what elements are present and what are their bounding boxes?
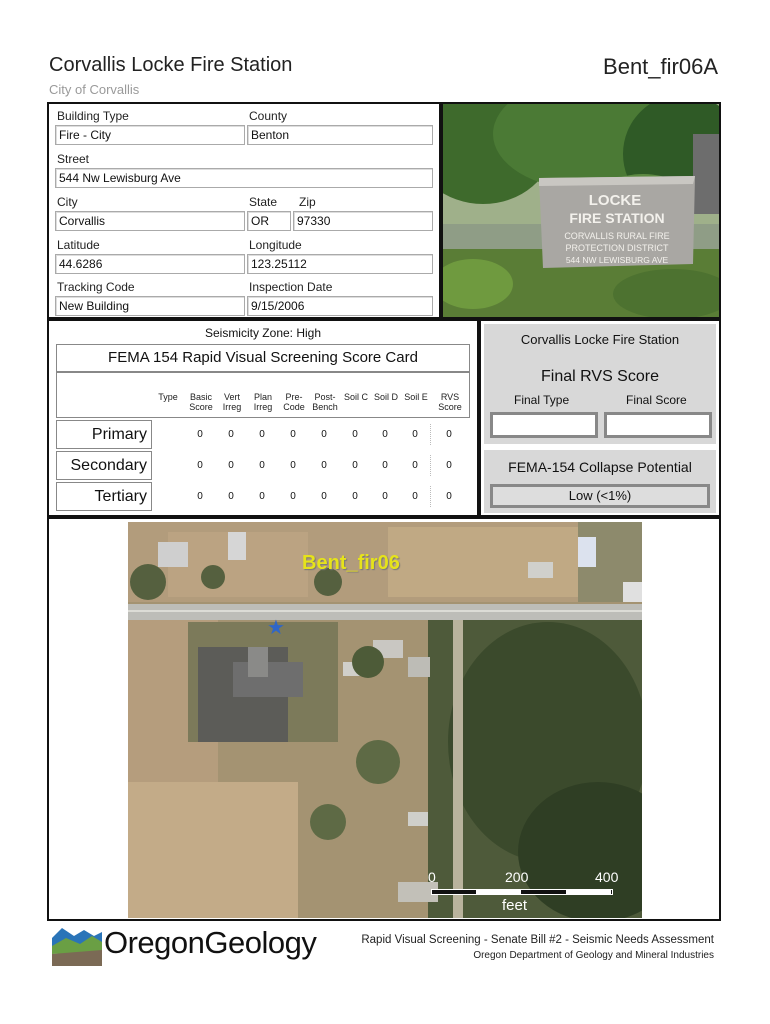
score-cell: 0	[446, 460, 452, 471]
footer-agency-text: Oregon Department of Geology and Mineral Industries	[473, 950, 714, 961]
score-cell: 0	[290, 491, 296, 502]
score-col-header-line1: Plan	[253, 392, 272, 402]
rvs-divider	[430, 424, 431, 445]
score-cell: 0	[197, 491, 203, 502]
score-col-header-line1: RVS	[440, 392, 460, 402]
score-cell: 0	[382, 491, 388, 502]
score-cell: 0	[290, 429, 296, 440]
county-label: County	[249, 109, 288, 123]
score-cell: 0	[197, 429, 203, 440]
sign-text-2: FIRE STATION	[569, 210, 665, 226]
sign-text-4: PROTECTION DISTRICT	[565, 243, 669, 253]
score-cell: 0	[228, 491, 234, 502]
state-field: OR	[247, 211, 291, 231]
score-col-header-line2: Score	[189, 402, 213, 412]
score-cell: 0	[412, 460, 418, 471]
score-cell: 0	[382, 460, 388, 471]
map-site-label: Bent_fir06	[302, 552, 400, 574]
oregon-geology-logo	[52, 924, 102, 966]
building-type-label: Building Type	[57, 109, 129, 123]
longitude-field: 123.25112	[247, 254, 433, 274]
collapse-potential-box	[484, 450, 716, 513]
score-col-header	[248, 392, 278, 412]
building-type-field: Fire - City	[55, 125, 245, 145]
score-cell: 0	[352, 460, 358, 471]
score-cell: 0	[412, 491, 418, 502]
score-cell: 0	[352, 491, 358, 502]
footer-program-text: Rapid Visual Screening - Senate Bill #2 - Seismic Needs Assessment	[361, 934, 714, 946]
final-rvs-panel	[479, 319, 721, 517]
score-col-header-line2: Code	[283, 402, 305, 412]
tracking-code-label: Tracking Code	[57, 280, 135, 294]
score-col-header-line2: Soil D	[373, 392, 398, 402]
score-col-header	[401, 392, 431, 402]
score-col-header	[154, 392, 182, 402]
seismicity-zone: Seismicity Zone: High	[204, 326, 322, 340]
oregon-geology-brand: OregonGeology	[104, 925, 317, 960]
location-star-icon: ★	[267, 617, 285, 639]
zip-label: Zip	[299, 195, 316, 209]
scale-unit: feet	[502, 897, 528, 914]
score-cell: 0	[197, 460, 203, 471]
score-col-header	[371, 392, 401, 402]
collapse-potential-value: Low (<1%)	[490, 484, 710, 508]
final-type-field	[490, 412, 598, 438]
score-col-header-line2: Soil E	[404, 392, 428, 402]
tracking-code-field: New Building	[55, 296, 245, 316]
scale-label-0: 0	[428, 869, 436, 885]
score-col-header-line2: Irreg	[222, 402, 242, 412]
score-col-header-line2: Type	[158, 392, 178, 402]
building-photo	[441, 102, 721, 319]
score-col-header	[186, 392, 216, 412]
collapse-potential-heading: FEMA-154 Collapse Potential	[508, 459, 692, 475]
score-col-header	[310, 392, 340, 412]
building-info-panel	[47, 102, 441, 319]
score-cell: 0	[321, 491, 327, 502]
score-row-label: Tertiary	[56, 482, 152, 511]
score-card-table	[56, 372, 470, 512]
sign-text-1: LOCKE	[588, 192, 642, 209]
score-card-panel	[47, 319, 479, 517]
sign-text-5: 544 NW LEWISBURG AVE	[565, 255, 669, 265]
street-field: 544 Nw Lewisburg Ave	[55, 168, 433, 188]
aerial-map	[128, 522, 642, 918]
zip-field: 97330	[293, 211, 433, 231]
score-cell: 0	[259, 491, 265, 502]
fire-station-sign-photo	[443, 104, 719, 317]
score-row-secondary	[56, 451, 470, 480]
city-label: City	[57, 195, 78, 209]
rvs-divider	[430, 486, 431, 507]
score-col-header	[435, 392, 465, 412]
score-col-header	[279, 392, 309, 412]
score-cell: 0	[321, 460, 327, 471]
final-rvs-box	[484, 324, 716, 444]
site-code: Bent_fir06A	[603, 54, 718, 79]
score-col-header-line1: Pre-	[285, 392, 303, 402]
score-col-header-line2: Irreg	[253, 402, 273, 412]
score-cell: 0	[412, 429, 418, 440]
score-cell: 0	[290, 460, 296, 471]
page-subtitle: City of Corvallis	[49, 82, 140, 97]
final-score-label: Final Score	[626, 393, 687, 407]
county-field: Benton	[247, 125, 433, 145]
station-name: Corvallis Locke Fire Station	[520, 332, 680, 347]
aerial-map-panel	[47, 517, 721, 921]
final-score-field	[604, 412, 712, 438]
state-label: State	[249, 195, 278, 209]
score-row-tertiary	[56, 482, 470, 511]
score-col-header-line2: Score	[438, 402, 462, 412]
scale-label-400: 400	[595, 869, 619, 885]
score-row-label: Secondary	[56, 451, 152, 480]
score-col-header-line1: Vert	[223, 392, 240, 402]
score-col-header-line1: Post-	[314, 392, 336, 402]
score-cell: 0	[321, 429, 327, 440]
rvs-divider	[430, 455, 431, 476]
score-cell: 0	[259, 429, 265, 440]
scale-label-200: 200	[505, 869, 529, 885]
street-label: Street	[57, 152, 90, 166]
latitude-label: Latitude	[57, 238, 100, 252]
final-type-label: Final Type	[514, 393, 570, 407]
page-title: Corvallis Locke Fire Station	[49, 54, 293, 76]
score-cell: 0	[228, 429, 234, 440]
score-row-label: Primary	[56, 420, 152, 449]
final-rvs-heading: Final RVS Score	[541, 368, 659, 385]
score-card-title: FEMA 154 Rapid Visual Screening Score Card	[56, 344, 470, 372]
sign-text-3: CORVALLIS RURAL FIRE	[564, 231, 670, 241]
longitude-label: Longitude	[249, 238, 302, 252]
score-col-header	[217, 392, 247, 412]
score-cell: 0	[259, 460, 265, 471]
scale-bar	[431, 889, 613, 895]
score-col-header-line2: Bench	[312, 402, 338, 412]
score-col-header-line2: Soil C	[343, 392, 368, 402]
score-card-header-row	[56, 372, 470, 418]
score-cell: 0	[446, 491, 452, 502]
inspection-date-field: 9/15/2006	[247, 296, 433, 316]
inspection-date-label: Inspection Date	[249, 280, 333, 294]
score-col-header-line1: Basic	[189, 392, 212, 402]
score-cell: 0	[382, 429, 388, 440]
score-col-header	[341, 392, 371, 402]
score-cell: 0	[352, 429, 358, 440]
score-cell: 0	[446, 429, 452, 440]
latitude-field: 44.6286	[55, 254, 245, 274]
score-cell: 0	[228, 460, 234, 471]
score-row-primary	[56, 420, 470, 449]
city-field: Corvallis	[55, 211, 245, 231]
